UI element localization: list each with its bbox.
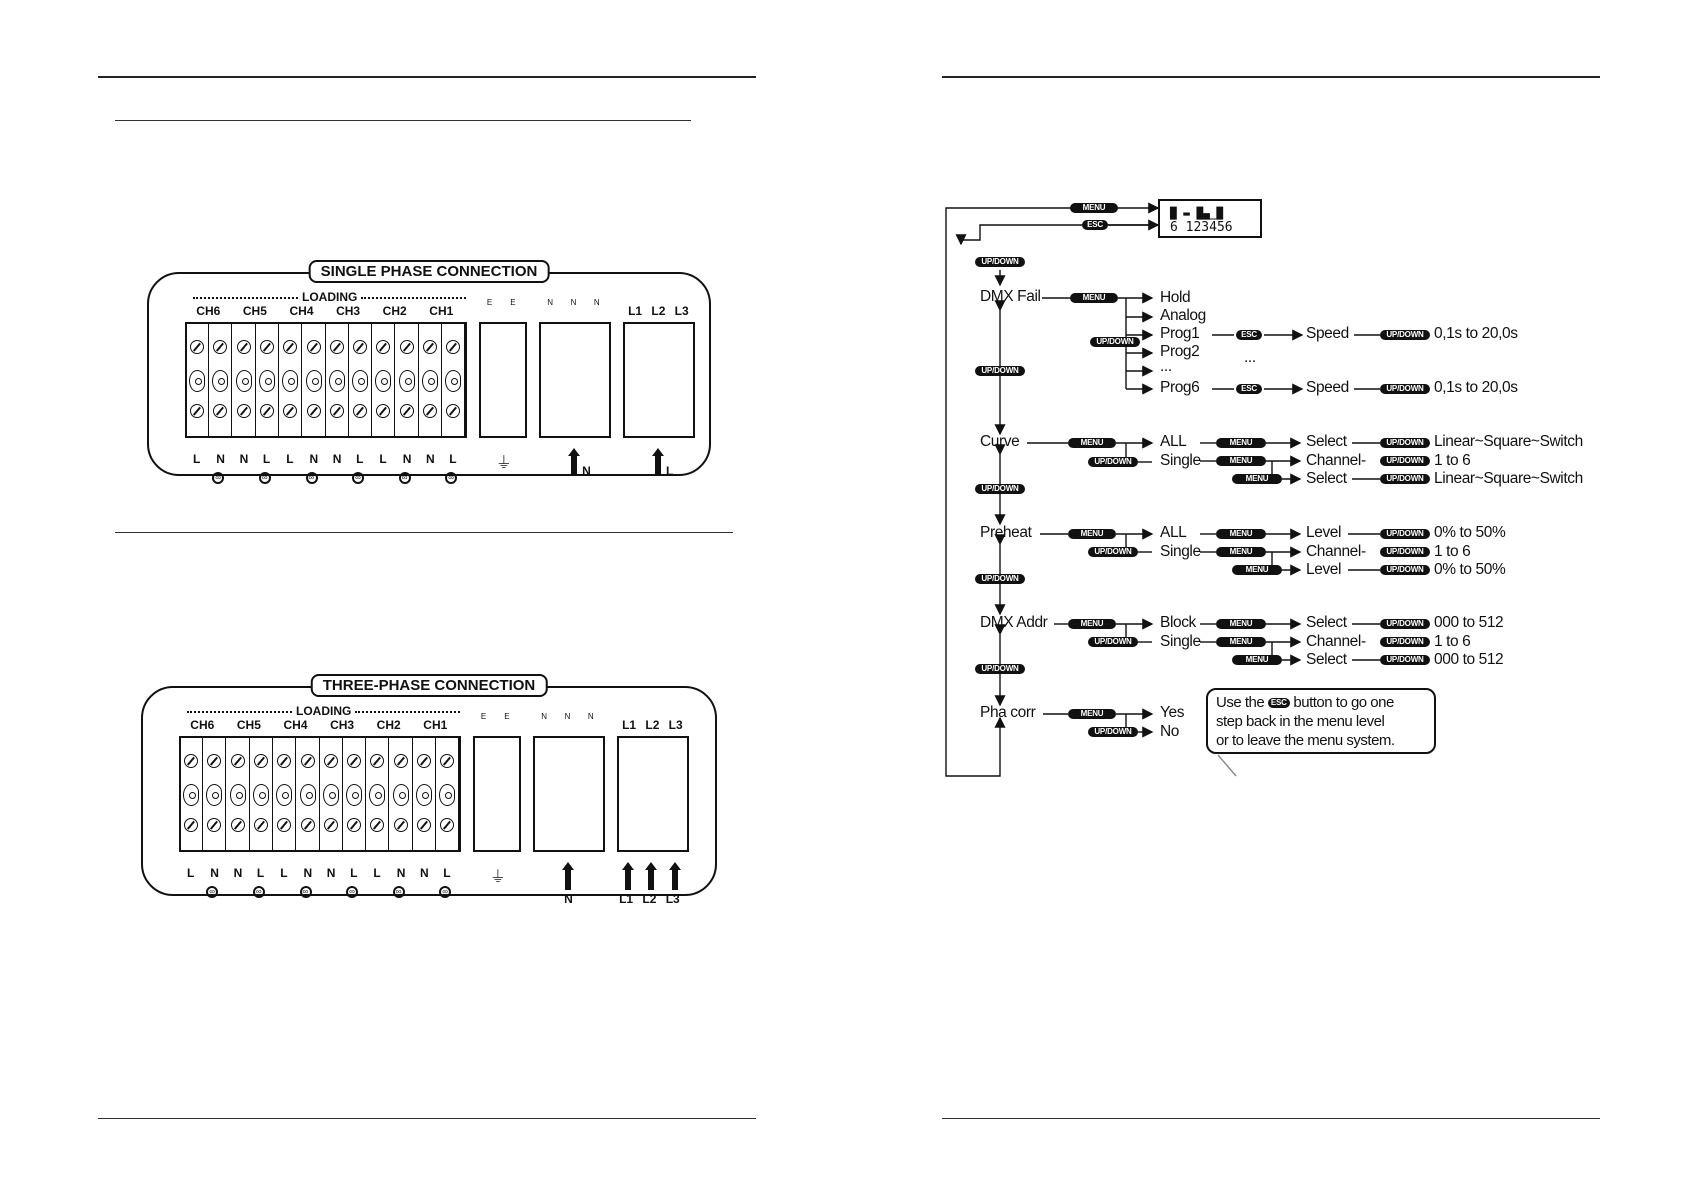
loading-label: LOADING <box>189 290 470 304</box>
menu-button: MENU <box>1216 529 1266 539</box>
channel-label: CH2 <box>382 304 407 318</box>
menu-button: MENU <box>1216 619 1266 629</box>
updown-button: UP/DOWN <box>1380 384 1430 394</box>
menu-button: MENU <box>1068 529 1116 539</box>
channel-label: CH5 <box>236 718 261 732</box>
wire-label: N <box>309 452 319 466</box>
updown-button: UP/DOWN <box>1088 727 1138 737</box>
wire-label: N <box>420 866 429 880</box>
wire-label: L <box>350 866 358 880</box>
note-text-pre: Use the <box>1216 694 1265 711</box>
wire-label: L <box>286 452 294 466</box>
wire-label: L <box>449 452 457 466</box>
note-text-post: button to go one <box>1293 694 1394 711</box>
lcd-bottom-row: 6 123456 <box>1170 220 1233 235</box>
wire-label: N <box>332 452 342 466</box>
addr-channel: Channel- <box>1306 633 1366 650</box>
preheat-level: Level <box>1306 524 1342 541</box>
earth-label: E <box>480 712 487 721</box>
preheat-channel-range: 1 to 6 <box>1434 543 1471 560</box>
channel-label: CH3 <box>330 718 355 732</box>
updown-button: UP/DOWN <box>1090 337 1140 347</box>
updown-button: UP/DOWN <box>1380 655 1430 665</box>
addr-select: Select <box>1306 651 1347 668</box>
menu-pha-corr: Pha corr <box>980 704 1036 721</box>
wire-label: N <box>396 866 406 880</box>
wire-label: N <box>326 866 336 880</box>
menu-button: MENU <box>1070 293 1118 303</box>
lcd-display <box>1158 199 1262 238</box>
channel-label: CH4 <box>283 718 308 732</box>
menu-button: MENU <box>1068 619 1116 629</box>
ground-icon: ⏚ <box>495 455 512 472</box>
note-text-line2: step back in the menu level <box>1216 713 1385 730</box>
line-label: L1 <box>622 718 637 732</box>
speed-range: 0,1s to 20,0s <box>1434 325 1518 342</box>
neutral-label: N <box>564 712 571 721</box>
speed-range: 0,1s to 20,0s <box>1434 379 1518 396</box>
addr-range: 000 to 512 <box>1434 614 1504 631</box>
line-label: L3 <box>674 304 689 318</box>
updown-button: UP/DOWN <box>1380 456 1430 466</box>
curve-range: Linear~Square~Switch <box>1434 433 1583 450</box>
menu-button: MENU <box>1216 456 1266 466</box>
curve-all: ALL <box>1160 433 1187 450</box>
line-label: L2 <box>651 304 666 318</box>
wire-label: L <box>193 452 201 466</box>
neutral-label: N <box>541 712 548 721</box>
channel-label: CH4 <box>289 304 314 318</box>
updown-button: UP/DOWN <box>1380 474 1430 484</box>
neutral-label: N <box>547 298 554 307</box>
preheat-all: ALL <box>1160 524 1187 541</box>
earth-label: E <box>486 298 493 307</box>
menu-dmx-fail: DMX Fail <box>980 288 1041 305</box>
updown-button: UP/DOWN <box>975 484 1025 494</box>
ground-icon: ⏚ <box>489 869 506 886</box>
addr-select: Select <box>1306 614 1347 631</box>
updown-button: UP/DOWN <box>1380 619 1430 629</box>
updown-button: UP/DOWN <box>975 574 1025 584</box>
earth-label: E <box>510 298 516 307</box>
esc-button: ESC <box>1082 220 1108 230</box>
pha-no: No <box>1160 723 1180 740</box>
esc-button: ESC <box>1236 384 1262 394</box>
ellipsis: ... <box>1244 349 1256 366</box>
addr-range: 000 to 512 <box>1434 651 1504 668</box>
menu-button: MENU <box>1216 438 1266 448</box>
option-ellipsis: ... <box>1160 358 1172 375</box>
neutral-in-label: N <box>564 892 573 906</box>
esc-button: ESC <box>1236 330 1262 340</box>
speed-label: Speed <box>1306 325 1349 342</box>
updown-button: UP/DOWN <box>1380 565 1430 575</box>
neutral-in-label: N <box>582 464 591 478</box>
line-in-label: L1 <box>619 892 634 906</box>
addr-single: Single <box>1160 633 1201 650</box>
preheat-range: 0% to 50% <box>1434 561 1506 578</box>
menu-button: MENU <box>1070 203 1118 213</box>
line-in-label: L3 <box>665 892 680 906</box>
wire-label: L <box>356 452 364 466</box>
pha-yes: Yes <box>1160 704 1185 721</box>
updown-button: UP/DOWN <box>1380 330 1430 340</box>
menu-button: MENU <box>1232 655 1282 665</box>
channel-label: CH2 <box>376 718 401 732</box>
wire-label: N <box>402 452 412 466</box>
wire-label: L <box>262 452 271 466</box>
earth-label: E <box>504 712 510 721</box>
updown-button: UP/DOWN <box>1380 529 1430 539</box>
menu-button: MENU <box>1216 637 1266 647</box>
curve-channel: Channel- <box>1306 452 1366 469</box>
wire-label: L <box>443 866 451 880</box>
wire-label: N <box>426 452 435 466</box>
updown-button: UP/DOWN <box>1380 637 1430 647</box>
updown-button: UP/DOWN <box>975 257 1025 267</box>
line-in-label: L <box>666 464 674 478</box>
wire-label: L <box>280 866 288 880</box>
esc-button: ESC <box>1268 698 1290 708</box>
line-in-label: L2 <box>642 892 657 906</box>
curve-channel-range: 1 to 6 <box>1434 452 1471 469</box>
menu-button: MENU <box>1068 438 1116 448</box>
curve-select: Select <box>1306 433 1347 450</box>
curve-range: Linear~Square~Switch <box>1434 470 1583 487</box>
updown-button: UP/DOWN <box>1088 547 1138 557</box>
lcd-top-row: █ ▬ █▄_█ <box>1170 207 1223 220</box>
preheat-range: 0% to 50% <box>1434 524 1506 541</box>
neutral-label: N <box>570 298 577 307</box>
updown-button: UP/DOWN <box>1088 457 1138 467</box>
wire-label: L <box>187 866 195 880</box>
option-prog2: Prog2 <box>1160 343 1200 360</box>
preheat-level: Level <box>1306 561 1342 578</box>
curve-single: Single <box>1160 452 1201 469</box>
channel-label: CH5 <box>242 304 267 318</box>
wire-label: L <box>379 452 387 466</box>
menu-button: MENU <box>1068 709 1116 719</box>
menu-button: MENU <box>1232 474 1282 484</box>
menu-preheat: Preheat <box>980 524 1032 541</box>
curve-select: Select <box>1306 470 1347 487</box>
speed-label: Speed <box>1306 379 1349 396</box>
updown-button: UP/DOWN <box>975 664 1025 674</box>
option-prog6: Prog6 <box>1160 379 1200 396</box>
updown-button: UP/DOWN <box>1088 637 1138 647</box>
single-phase-title: SINGLE PHASE CONNECTION <box>309 260 550 283</box>
wire-label: N <box>210 866 219 880</box>
channel-label: CH3 <box>336 304 361 318</box>
line-label: L3 <box>668 718 683 732</box>
preheat-single: Single <box>1160 543 1201 560</box>
loading-label: LOADING <box>183 704 464 718</box>
updown-button: UP/DOWN <box>975 366 1025 376</box>
wire-label: N <box>233 866 243 880</box>
updown-button: UP/DOWN <box>1380 547 1430 557</box>
line-label: L1 <box>628 304 643 318</box>
menu-dmx-addr: DMX Addr <box>980 614 1048 631</box>
neutral-label: N <box>593 298 600 307</box>
menu-button: MENU <box>1232 565 1282 575</box>
channel-label: CH1 <box>423 718 448 732</box>
option-hold: Hold <box>1160 289 1191 306</box>
addr-block: Block <box>1160 614 1196 631</box>
menu-button: MENU <box>1216 547 1266 557</box>
line-label: L2 <box>645 718 660 732</box>
neutral-label: N <box>587 712 594 721</box>
channel-label: CH1 <box>429 304 454 318</box>
menu-curve: Curve <box>980 433 1020 450</box>
wire-label: N <box>216 452 225 466</box>
wire-label: N <box>303 866 313 880</box>
updown-button: UP/DOWN <box>1380 438 1430 448</box>
note-text-line3: or to leave the menu system. <box>1216 732 1395 749</box>
addr-channel-range: 1 to 6 <box>1434 633 1471 650</box>
wire-label: L <box>256 866 265 880</box>
wire-label: N <box>239 452 249 466</box>
channel-label: CH6 <box>196 304 221 318</box>
preheat-channel: Channel- <box>1306 543 1366 560</box>
three-phase-title: THREE-PHASE CONNECTION <box>311 674 548 697</box>
option-analog: Analog <box>1160 307 1206 324</box>
esc-help-note <box>1206 688 1436 754</box>
wire-label: L <box>373 866 381 880</box>
option-prog1: Prog1 <box>1160 325 1200 342</box>
channel-label: CH6 <box>190 718 215 732</box>
